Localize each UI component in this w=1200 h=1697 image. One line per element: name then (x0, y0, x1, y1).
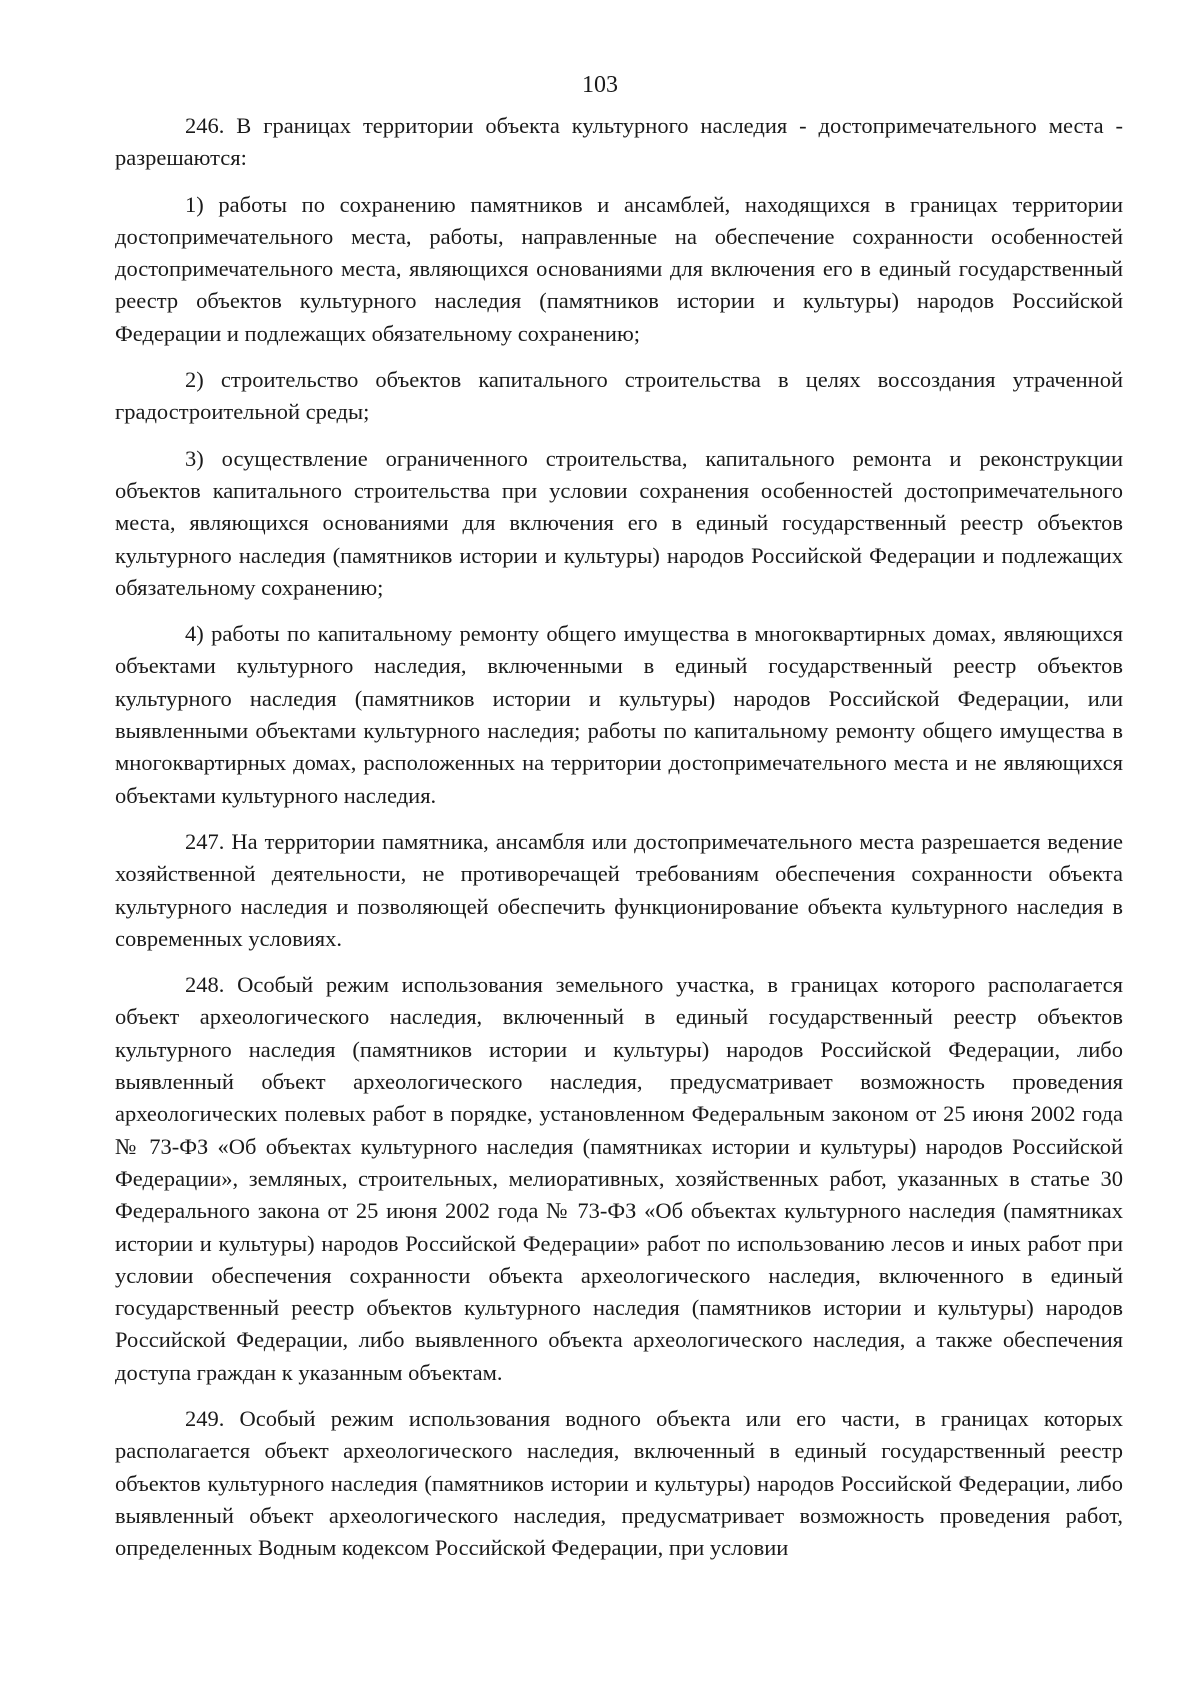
paragraph-246-item-3: 3) осуществление ограниченного строительства, капитального ремонта и реконструкции объектов капитального строительства при условии сохранения особенностей достопримечательного места, являющихся основаниями для включения его в единый государственный реестр объектов культурного наследия (памятников истории и культуры) народов Российской Федерации и подлежащих обязательному сохранению; (115, 445, 1123, 600)
paragraph-246-item-1: 1) работы по сохранению памятников и ансамблей, находящихся в границах территории достопримечательного места, работы, направленные на обеспечение сохранности особенностей достопримечательного места, являющихся основаниями для включения его в единый государственный реестр объектов культурного наследия (памятников истории и культуры) народов Российской Федерации и подлежащих обязательному сохранению; (115, 191, 1123, 346)
paragraph-248: 248. Особый режим использования земельного участка, в границах которого располагается объект археологического наследия, включенный в единый государственный реестр объектов культурного наследия (памятников истории и культуры) народов Российской Федерации, либо выявленный объект археологического наследия, предусматривает возможность проведения археологических полевых работ в порядке, установленном Федеральным законом от 25 июня 2002 года № 73-ФЗ «Об объектах культурного наследия (памятниках истории и культуры) народов Российской Федерации», земляных, строительных, мелиоративных, хозяйственных работ, указанных в статье 30 Федерального закона от 25 июня 2002 года № 73-ФЗ «Об объектах культурного наследия (памятниках истории и культуры) народов Российской Федерации» работ по использованию лесов и иных работ при условии обеспечения сохранности объекта археологического наследия, включенного в единый государственный реестр объектов культурного наследия (памятников истории и культуры) народов Российской Федерации, либо выявленного объекта археологического наследия, а также обеспечения доступа граждан к указанным объектам. (115, 972, 1123, 1385)
paragraph-246: 246. В границах территории объекта культурного наследия - достопримечательного места - разрешаются: (115, 113, 1123, 171)
paragraph-249: 249. Особый режим использования водного объекта или его части, в границах которых располагается объект археологического наследия, включенный в единый государственный реестр объектов культурного наследия (памятников истории и культуры) народов Российской Федерации, либо выявленный объект археологического наследия, предусматривает возможность проведения работ, определенных Водным кодексом Российской Федерации, при условии (115, 1405, 1123, 1561)
paragraph-247: 247. На территории памятника, ансамбля или достопримечательного места разрешается ведение хозяйственной деятельности, не противоречащей требованиям обеспечения сохранности объекта культурного наследия и позволяющей обеспечить функционирование объекта культурного наследия в современных условиях. (115, 828, 1123, 951)
page-number: 103 (582, 72, 618, 98)
document-body (115, 110, 1123, 1578)
paragraph-246-item-2: 2) строительство объектов капитального строительства в целях воссоздания утраченной градостроительной среды; (115, 367, 1123, 425)
paragraph-246-item-4: 4) работы по капитальному ремонту общего имущества в многоквартирных домах, являющихся объектами культурного наследия, включенными в единый государственный реестр объектов культурного наследия (памятников истории и культуры) народов Российской Федерации, или выявленными объектами культурного наследия; работы по капитальному ремонту общего имущества в многоквартирных домах, расположенных на территории достопримечательного места и не являющихся объектами культурного наследия. (115, 621, 1123, 808)
